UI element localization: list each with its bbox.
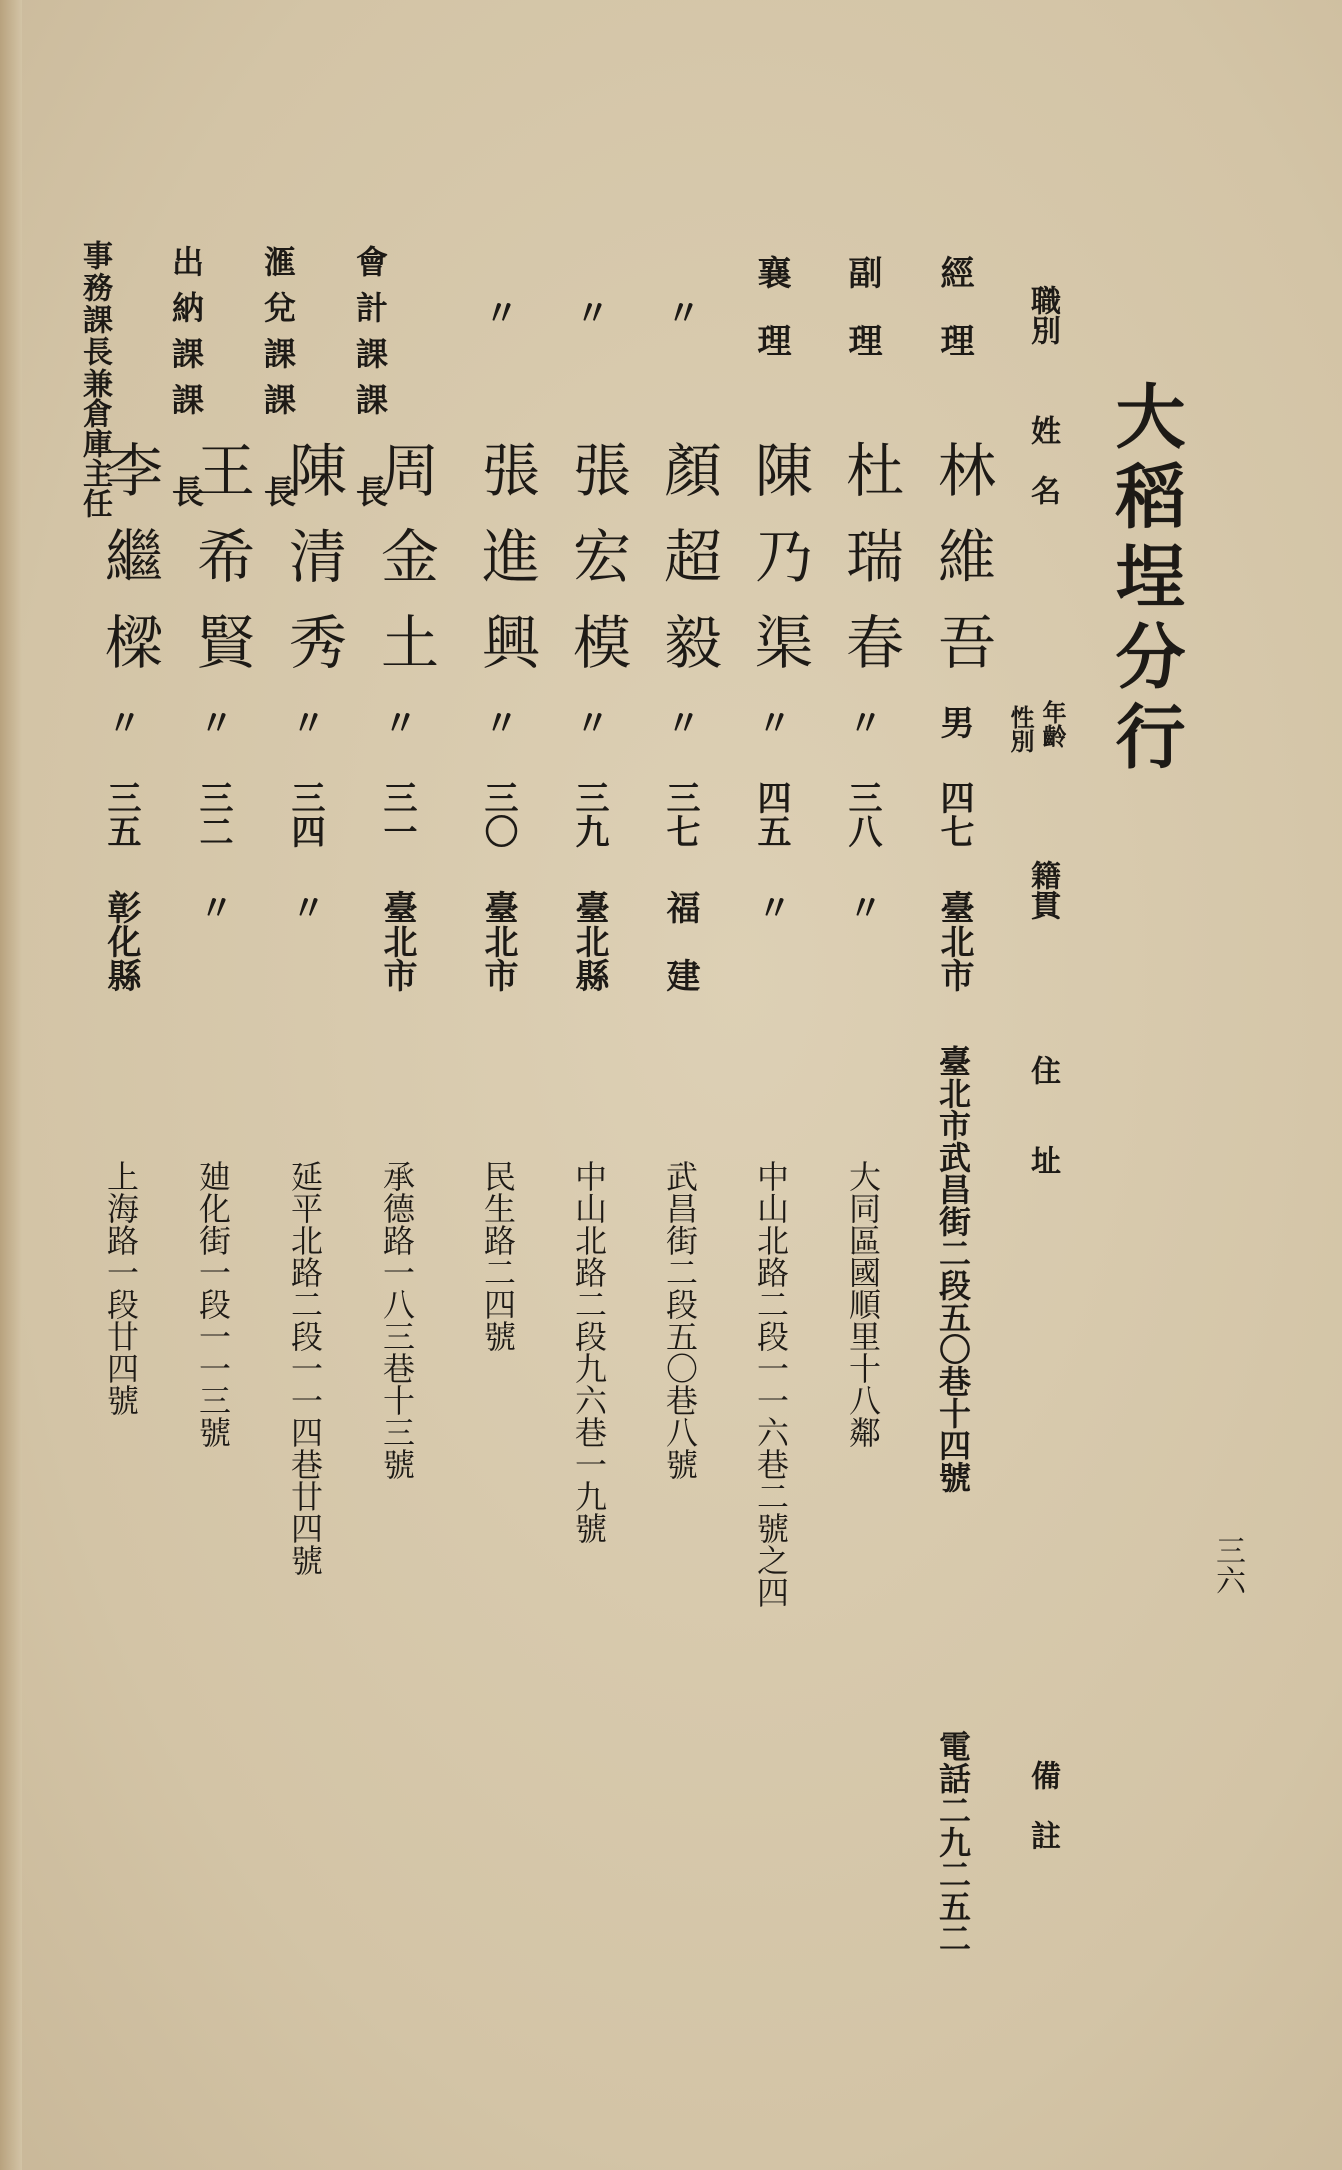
row-address: 中山北路二段九六巷一九號 (570, 1160, 608, 1544)
row-address: 中山北路二段一一六巷二號之四 (752, 1160, 790, 1608)
row-sex: 〃 (842, 705, 882, 739)
row-address: 廸化街一段一一三號 (194, 1160, 232, 1448)
header-native: 籍貫 (1025, 860, 1060, 920)
row-position-line1: 會計課 (351, 245, 389, 383)
row-name: 張宏模 (563, 440, 631, 698)
row-position-line1: 滙兌課 (259, 245, 297, 383)
row-sex: 〃 (377, 705, 417, 739)
row-sex: 〃 (751, 705, 791, 739)
book-spine-shadow (0, 0, 22, 2170)
header-age: 年齡 (1038, 700, 1067, 748)
row-position: 〃 (569, 295, 609, 329)
row-sex: 〃 (193, 705, 233, 739)
row-position-line1: 出納課 (167, 245, 205, 383)
header-position: 職別 (1025, 285, 1060, 345)
row-sex: 〃 (569, 705, 609, 739)
row-age: 三一 (377, 780, 417, 848)
row-position-line2: 課 長 (167, 383, 205, 521)
row-sex: 〃 (101, 705, 141, 739)
row-native: 臺北縣 (569, 890, 609, 992)
row-position: 〃 (660, 295, 700, 329)
row-age: 三四 (285, 780, 325, 848)
row-name: 杜瑞春 (836, 440, 904, 698)
row-age: 三九 (569, 780, 609, 848)
row-address: 大同區國順里十八鄰 (844, 1160, 882, 1448)
row-sex: 〃 (478, 705, 518, 739)
row-sex: 〃 (285, 705, 325, 739)
row-position: 襄 理 (751, 255, 791, 357)
row-name: 林維吾 (928, 440, 996, 698)
row-native: 福 建 (660, 890, 700, 992)
row-native: 〃 (193, 890, 233, 924)
header-address: 住 址 (1025, 1055, 1060, 1175)
row-native: 臺北市 (934, 890, 974, 992)
page-number: 三六 (1210, 1535, 1245, 1595)
row-sex: 男 (934, 705, 974, 739)
header-sex: 性別 (1006, 705, 1035, 753)
row-name: 顏超毅 (654, 440, 722, 698)
row-age: 三二 (193, 780, 233, 848)
row-position-line1: 事務課長 (77, 240, 112, 368)
row-name: 李繼樑 (95, 440, 163, 698)
row-name: 張進興 (472, 440, 540, 698)
row-native: 〃 (751, 890, 791, 924)
header-remarks: 備 註 (1025, 1760, 1060, 1850)
row-age: 三五 (101, 780, 141, 848)
row-native: 臺北市 (377, 890, 417, 992)
row-position-line2: 課 長 (351, 383, 389, 521)
row-name: 周金土 (371, 440, 439, 698)
row-native: 〃 (842, 890, 882, 924)
row-position-line2: 課 長 (259, 383, 297, 521)
row-address: 民生路二四號 (479, 1160, 517, 1352)
row-address: 臺北市武昌街二段五〇巷十四號 (934, 1045, 972, 1493)
row-position-line2: 兼倉庫主任 (77, 368, 112, 518)
row-position: 副 理 (842, 255, 882, 357)
row-native: 彰化縣 (101, 890, 141, 992)
row-name: 陳乃渠 (745, 440, 813, 698)
row-address: 延平北路二段一一四巷廿四號 (286, 1160, 324, 1576)
row-native: 〃 (285, 890, 325, 924)
row-name: 王希賢 (187, 440, 255, 698)
row-age: 四五 (751, 780, 791, 848)
row-native: 臺北市 (478, 890, 518, 992)
row-name: 陳清秀 (279, 440, 347, 698)
row-age: 四七 (934, 780, 974, 848)
row-age: 三八 (842, 780, 882, 848)
row-address: 武昌街二段五〇巷八號 (661, 1160, 699, 1480)
row-address: 上海路一段廿四號 (102, 1160, 140, 1416)
row-position: 經 理 (934, 255, 974, 357)
branch-title: 大稻埕分行 (1104, 380, 1187, 780)
row-age: 三〇 (478, 780, 518, 848)
row-position: 〃 (478, 295, 518, 329)
row-sex: 〃 (660, 705, 700, 739)
row-remarks: 電話二九二五二 (934, 1730, 972, 1954)
row-age: 三七 (660, 780, 700, 848)
row-address: 承德路一八三巷十三號 (378, 1160, 416, 1480)
header-name: 姓 名 (1025, 415, 1060, 505)
